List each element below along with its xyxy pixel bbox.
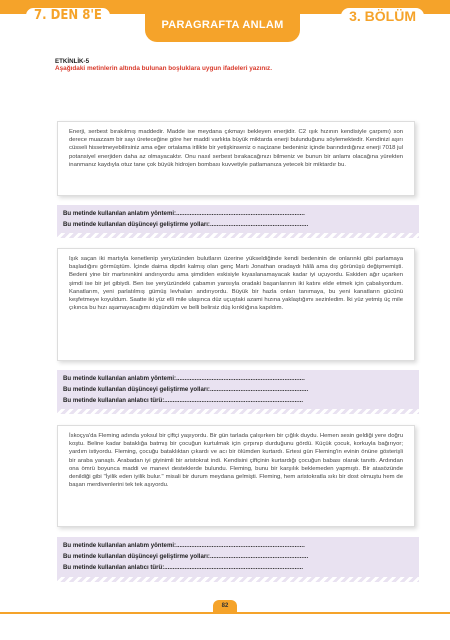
activity-label: ETKİNLİK-5 bbox=[55, 58, 90, 65]
answer-line[interactable]: Bu metinde kullanılan anlatım yöntemi:............................................................................ bbox=[63, 375, 305, 382]
page-number: 82 bbox=[213, 600, 237, 613]
section-label: 3. BÖLÜM bbox=[341, 8, 424, 24]
page-title: PARAGRAFTA ANLAM bbox=[161, 19, 284, 31]
answer-line[interactable]: Bu metinde kullanılan anlatıcı türü:.................................................................................. bbox=[63, 397, 304, 404]
answer-line[interactable]: Bu metinde kullanılan düşünceyi geliştirme yolları:.......................................................... bbox=[63, 221, 309, 228]
answer-line[interactable]: Bu metinde kullanılan düşünceyi geliştirme yolları:.......................................................... bbox=[63, 553, 309, 560]
answer-block-1 bbox=[57, 205, 419, 233]
text-paragraph-2: Işık saçan iki martıyla kenetlenip yeryüzünden bulutların üzerine yükseldiğinde kendi bedeninin de onlarınki gibi parlamaya başladığını görmüştüm. İçinde daima dipdiri kalmış olan genç Martı Jonathan oradaydı hâlâ ama dış görünüşü değişmemişti. Bedeni yine bir martınınkini andırıyordu ama şimdiden eskisiyle kıyaslanamayacak kadar iyi uçuyordu. Eskiden ağır uçarken şimdi ise bir jet gibiydi. Ben ise yeryüzündeki çabamın yansıyla oradaki başarılarının iki katını elde etmek için çabalıyordum. Kanatlarım, yeni parlatılmış gümüş levhaları andırıyordu. Büyük bir hazla onları tanımaya, bu yeni kanatların gücünü keşfetmeye koyuldum. Saatte iki yüz elli mile ulaşınca düz uçuştaki azami hızına yaklaştığımı sezinledim. İki yüz yetmiş üç mile çıkınca bu hızı aşamayacağımı düşündüm ve belli belirsiz düş kırıklığına kapıldım. bbox=[57, 248, 415, 361]
footer-line bbox=[0, 612, 450, 614]
text-paragraph-1: Enerji, serbest bırakılmış maddedir. Madde ise meydana çıkmayı bekleyen enerjidir. C2 ışık hızının kendisiyle çarpımı) son derece muazzam bir sayı üreteceğine göre her maddi varlıkta büyük miktarda enerji bulunduğunu söylemektedir. Kendinizi aşırı cüsseli hissetmeyebilirsiniz ama eğer ortalama irilikte bir yetişkinseniz o naçizane bedeniniz içinde barındırdığınız enerji 7018 jul potansiyel enerjiden daha az olmayacaktır. Onu nasıl serbest bırakacağınızı bilmeniz ve bunun bir anlamı olacağına yürekten inanmanız kaydıyla otuz tane çok büyük hidrojen bombası kuvvetiyle patlamanıza yetecek bir miktardır bu. bbox=[57, 121, 415, 196]
answer-block-2 bbox=[57, 370, 419, 409]
answer-line[interactable]: Bu metinde kullanılan anlatım yöntemi:............................................................................ bbox=[63, 542, 305, 549]
answer-block-edge bbox=[57, 577, 419, 582]
text-paragraph-3: İskoçya'da Fleming adında yoksul bir çiftçi yaşıyordu. Bir gün tarlada çalışırken bir çığlık duydu. Hemen sesin geldiği yere doğru koştu. Beline kadar bataklığa batmış bir çocuğun kurtulmak için çırpınıp durduğunu gördü. Küçük çocuk, korkuyla bağırıyor; yardım istiyordu. Fleming, çocuğu bataklıktan çıkardı ve acı bir ölümden kurtardı. Ertesi gün Fleming'in evinin önüne gösterişli bir araba yanaştı. Arabadan iyi giyinimli bir aristokrat indi. Kendisini çiftçinin kurtardığı çocuğun babası olarak tanıttı. Ardından ona ömrü boyunca maddi ve manevi desteklerde bulundu. Fleming, bunu bir karşılık beklemeden yapmıştı. Bir atasözünde denildiği gibi "İyilik eden iyilik bulur." misali bir durum meydana gelmişti. Fleming, hem aristokratla sıkı bir dost olmuştu hem de başarı merdivenlerini tek tek aşıyordu. bbox=[57, 425, 415, 527]
answer-block-3 bbox=[57, 537, 419, 577]
header-title-tab bbox=[145, 0, 300, 42]
answer-line[interactable]: Bu metinde kullanılan düşünceyi geliştirme yolları:.......................................................... bbox=[63, 386, 309, 393]
answer-block-edge bbox=[57, 233, 419, 238]
grade-label: 7. DEN 8'E bbox=[26, 8, 110, 23]
page-header bbox=[0, 0, 450, 46]
answer-line[interactable]: Bu metinde kullanılan anlatım yöntemi:............................................................................ bbox=[63, 210, 305, 217]
activity-instruction: Aşağıdaki metinlerin altında bulunan boşluklara uygun ifadeleri yazınız. bbox=[55, 65, 272, 72]
answer-block-edge bbox=[57, 409, 419, 414]
answer-line[interactable]: Bu metinde kullanılan anlatıcı türü:.................................................................................. bbox=[63, 564, 304, 571]
